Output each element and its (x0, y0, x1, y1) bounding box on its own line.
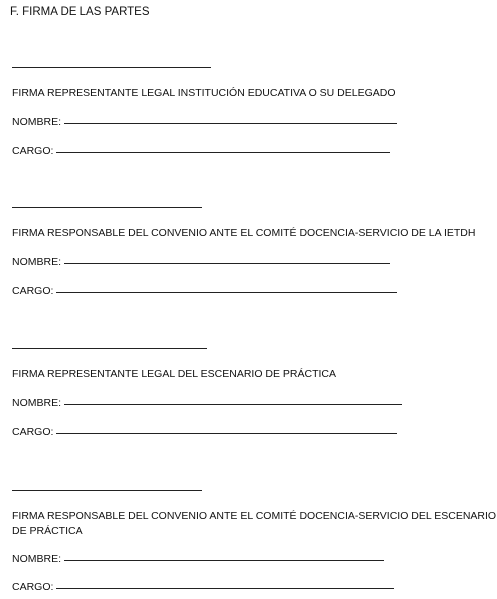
signature-heading: FIRMA RESPONSABLE DEL CONVENIO ANTE EL COMITÉ DOCENCIA-SERVICIO DEL ESCENARIO DE PRÁCTICA (12, 510, 497, 537)
section-title: F. FIRMA DE LAS PARTES (10, 6, 150, 18)
signature-heading: FIRMA REPRESENTANTE LEGAL INSTITUCIÓN EDUCATIVA O SU DELEGADO (12, 87, 396, 99)
signature-heading: FIRMA REPRESENTANTE LEGAL DEL ESCENARIO DE PRÁCTICA (12, 368, 337, 380)
role-input-line[interactable] (56, 291, 397, 293)
role-input-line[interactable] (56, 432, 397, 434)
signature-line[interactable] (12, 490, 202, 491)
name-label: NOMBRE: (12, 397, 62, 409)
role-label: CARGO: (12, 285, 54, 297)
name-field[interactable] (12, 256, 390, 269)
signature-heading: FIRMA RESPONSABLE DEL CONVENIO ANTE EL COMITÉ DOCENCIA-SERVICIO DE LA IETDH (12, 227, 476, 239)
name-label: NOMBRE: (12, 116, 62, 128)
role-field[interactable] (12, 581, 394, 594)
name-field[interactable] (12, 553, 384, 566)
role-label: CARGO: (12, 581, 54, 593)
name-label: NOMBRE: (12, 256, 62, 268)
name-input-line[interactable] (64, 122, 397, 124)
role-field[interactable] (12, 145, 390, 158)
role-label: CARGO: (12, 145, 54, 157)
role-field[interactable] (12, 285, 397, 298)
signature-line[interactable] (12, 348, 207, 349)
role-input-line[interactable] (56, 151, 390, 153)
name-input-line[interactable] (64, 262, 390, 264)
name-field[interactable] (12, 397, 402, 410)
role-field[interactable] (12, 426, 397, 439)
name-label: NOMBRE: (12, 553, 62, 565)
role-input-line[interactable] (56, 587, 394, 589)
signature-line[interactable] (12, 67, 211, 68)
name-field[interactable] (12, 116, 397, 129)
name-input-line[interactable] (64, 403, 402, 405)
signature-line[interactable] (12, 207, 202, 208)
name-input-line[interactable] (64, 559, 384, 561)
role-label: CARGO: (12, 426, 54, 438)
